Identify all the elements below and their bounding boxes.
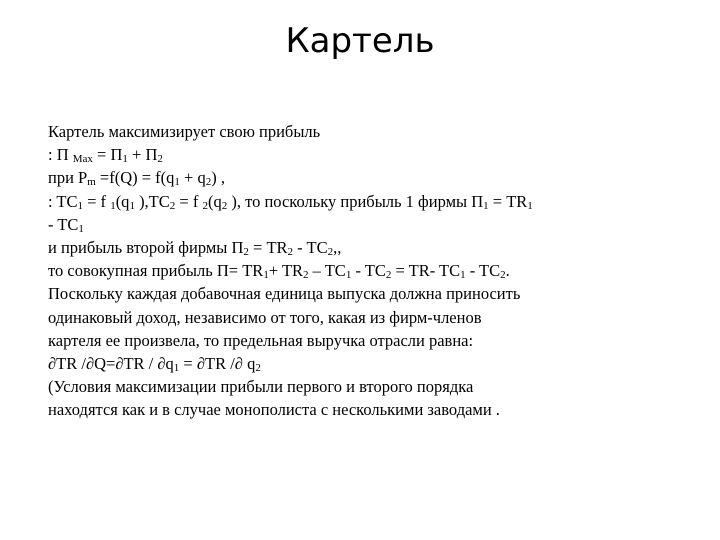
text-line [48, 190, 688, 213]
text-run: + П [127, 145, 158, 165]
text-line [48, 398, 688, 421]
subscript: Max [72, 153, 93, 166]
subscript: 1 [483, 199, 489, 212]
text-run: то совокупная прибыль П= TR [48, 261, 264, 281]
subscript: 2 [327, 245, 334, 258]
text-line [48, 213, 688, 236]
subscript: 1 [110, 199, 116, 212]
text-run: - TC [465, 261, 501, 281]
subscript: m [87, 176, 96, 189]
subscript: 1 [263, 269, 269, 282]
text-run: + q [179, 168, 206, 188]
text-run: (Условия максимизации прибыли первого и второго порядка [48, 377, 474, 397]
text-run: Картель максимизирует свою прибыль [48, 122, 321, 141]
text-run: = TR- TC [391, 261, 461, 281]
subscript: 2 [303, 269, 309, 282]
text-run: = TR [488, 191, 528, 211]
text-line [48, 120, 688, 143]
text-run: и прибыль второй фирмы П [48, 237, 244, 257]
subscript: 1 [173, 361, 180, 374]
text-run: ,, [333, 237, 342, 257]
subscript: 1 [460, 269, 466, 282]
slide-body [48, 120, 688, 421]
text-run: (q [207, 191, 222, 211]
text-run: ),TC [134, 191, 170, 211]
subscript: 2 [169, 199, 176, 212]
subscript: 1 [174, 176, 180, 189]
text-line [48, 352, 688, 375]
text-line [48, 329, 688, 352]
text-run: : TC [48, 191, 78, 211]
subscript: 2 [221, 199, 228, 212]
text-line [48, 236, 688, 259]
text-line [48, 259, 688, 282]
text-run: одинаковый доход, независимо от того, какая из фирм-членов [48, 307, 482, 327]
text-run: ) , [211, 168, 225, 188]
subscript: 2 [202, 199, 208, 212]
text-run: при P [48, 168, 88, 188]
text-run: . [505, 261, 510, 281]
text-run: = f [175, 191, 203, 211]
text-line [48, 306, 688, 329]
text-run: - TC [351, 261, 386, 281]
text-run: находятся как и в случае монополиста с несколькими заводами . [48, 400, 500, 420]
text-run: - TC [48, 214, 79, 234]
subscript: 2 [157, 153, 163, 166]
subscript: 1 [122, 153, 128, 166]
text-run: ), то поскольку прибыль 1 фирмы П [227, 191, 484, 211]
text-run: + TR [268, 261, 304, 281]
text-run: =f(Q) = f(q [95, 168, 175, 188]
subscript: 1 [77, 199, 83, 212]
subscript: 1 [78, 222, 84, 235]
text-run: Поскольку каждая добавочная единица выпуска должна приносить [48, 284, 521, 304]
text-run: = TR [248, 237, 288, 257]
subscript: 2 [243, 245, 249, 258]
text-run: – TC [308, 261, 346, 281]
text-run: картеля ее произвела, то предельная выручка отрасли равна: [48, 330, 474, 350]
text-run: : П [48, 145, 73, 165]
text-run: - TC [293, 237, 328, 257]
subscript: 2 [385, 269, 392, 282]
subscript: 1 [527, 199, 533, 212]
subscript: 2 [255, 361, 261, 374]
subscript: 2 [500, 269, 506, 282]
text-run: ∂TR /∂Q=∂TR / ∂q [48, 353, 174, 373]
text-run: = f [83, 191, 111, 211]
subscript: 2 [205, 176, 212, 189]
text-run: = П [92, 145, 123, 165]
subscript: 1 [345, 269, 352, 282]
text-line [48, 143, 688, 166]
text-run: (q [115, 191, 130, 211]
text-line [48, 166, 688, 189]
text-run: = ∂TR /∂ q [179, 353, 256, 373]
subscript: 1 [129, 199, 135, 212]
slide-title: Картель [285, 21, 435, 61]
text-line [48, 375, 688, 398]
subscript: 2 [287, 245, 294, 258]
text-line [48, 282, 688, 305]
